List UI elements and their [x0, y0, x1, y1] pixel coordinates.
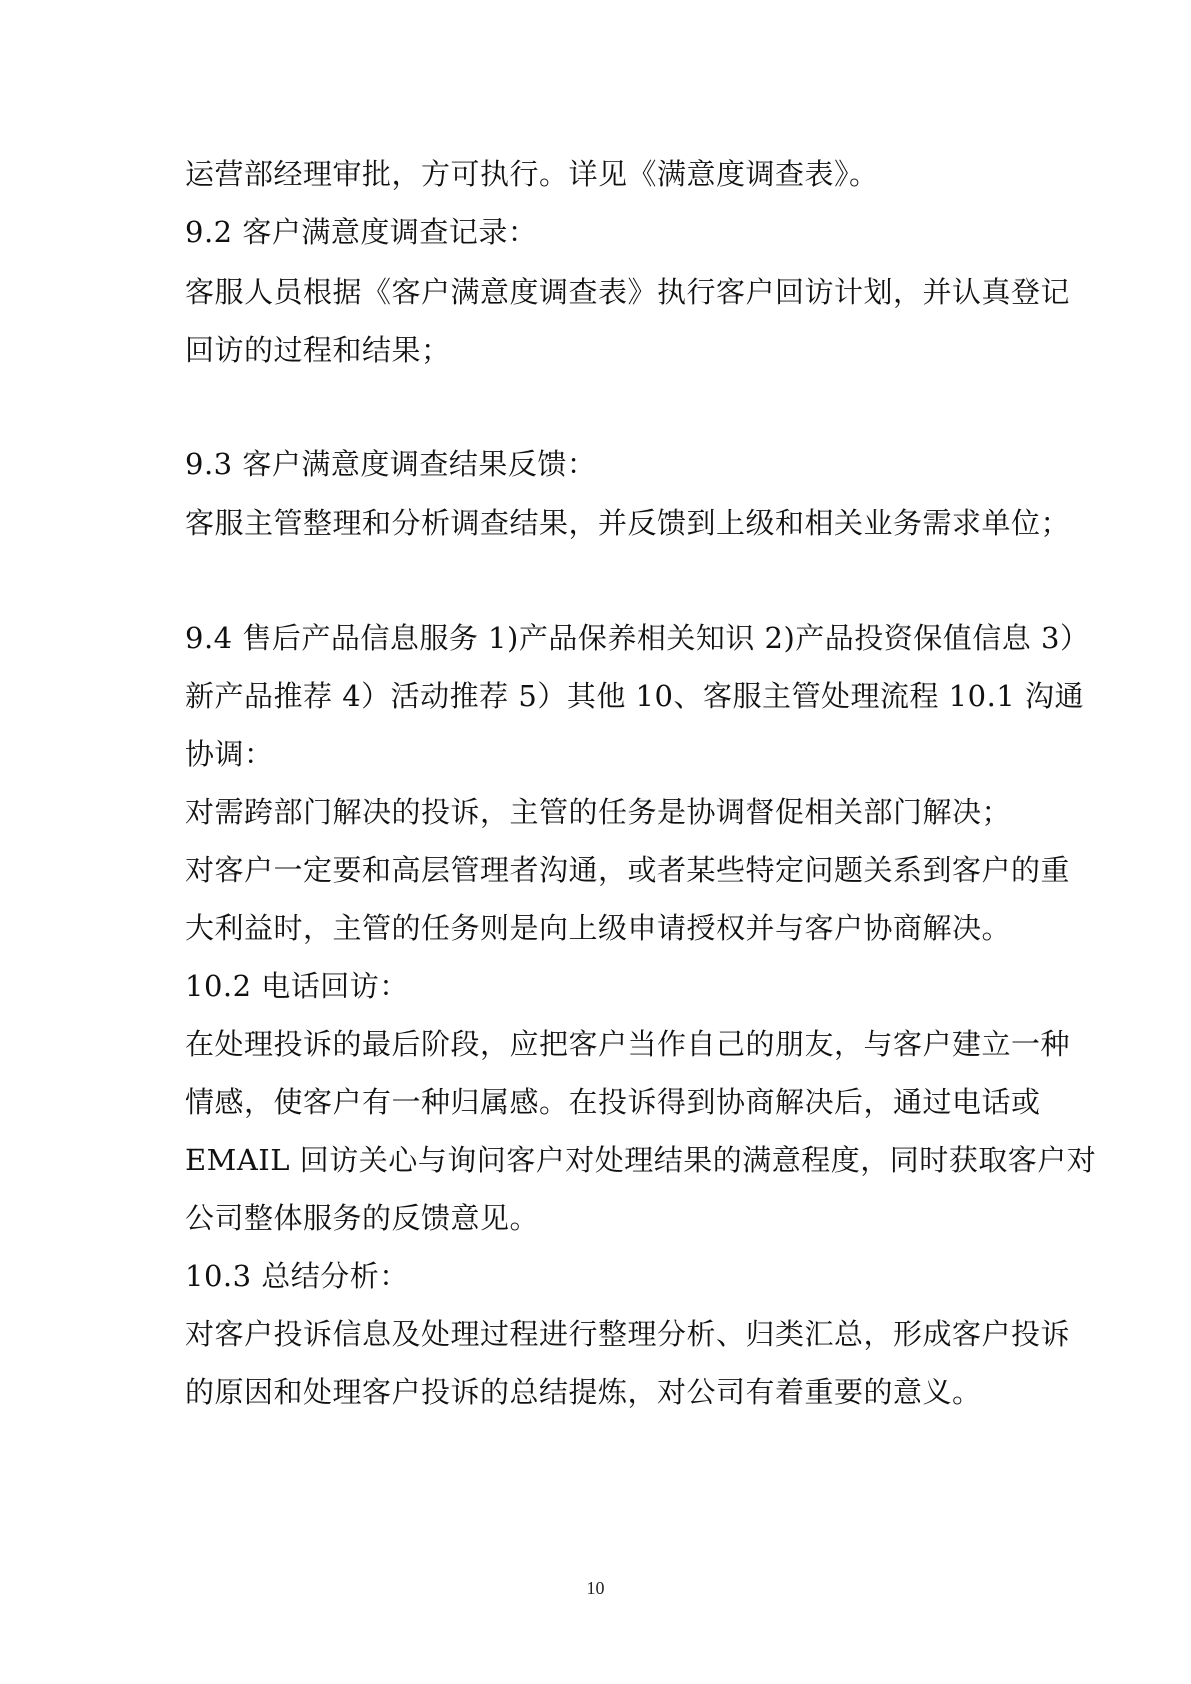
- paragraph-line: 情感，使客户有一种归属感。在投诉得到协商解决后，通过电话或: [185, 1085, 1041, 1119]
- paragraph-line: 新产品推荐 4）活动推荐 5）其他 10、客服主管处理流程 10.1 沟通: [185, 679, 1084, 713]
- paragraph-line: 大利益时，主管的任务则是向上级申请授权并与客户协商解决。: [185, 911, 1012, 945]
- page-number: 10: [586, 1578, 605, 1598]
- paragraph-line: 对客户一定要和高层管理者沟通，或者某些特定问题关系到客户的重: [185, 853, 1071, 887]
- paragraph-line: 对客户投诉信息及处理过程进行整理分析、归类汇总，形成客户投诉: [185, 1317, 1071, 1351]
- paragraph-line: 运营部经理审批，方可执行。详见《满意度调查表》。: [185, 157, 879, 191]
- paragraph-line: 9.4 售后产品信息服务 1)产品保养相关知识 2)产品投资保值信息 3）: [185, 621, 1090, 655]
- paragraph-line: 对需跨部门解决的投诉，主管的任务是协调督促相关部门解决；: [185, 795, 1012, 829]
- paragraph-line: EMAIL 回访关心与询问客户对处理结果的满意程度，同时获取客户对: [185, 1143, 1097, 1177]
- section-heading: 9.2 客户满意度调查记录：: [185, 215, 538, 249]
- paragraph-line: 协调：: [185, 737, 274, 771]
- section-heading: 10.3 总结分析：: [185, 1259, 409, 1293]
- section-heading: 9.3 客户满意度调查结果反馈：: [185, 447, 597, 481]
- paragraph-line: 公司整体服务的反馈意见。: [185, 1201, 540, 1235]
- paragraph-line: 客服主管整理和分析调查结果，并反馈到上级和相关业务需求单位；: [185, 506, 1071, 540]
- paragraph-line: 的原因和处理客户投诉的总结提炼，对公司有着重要的意义。: [185, 1375, 982, 1409]
- paragraph-line: 回访的过程和结果；: [185, 333, 451, 367]
- section-heading: 10.2 电话回访：: [185, 969, 409, 1003]
- paragraph-line: 客服人员根据《客户满意度调查表》执行客户回访计划，并认真登记: [185, 275, 1071, 309]
- paragraph-line: 在处理投诉的最后阶段，应把客户当作自己的朋友，与客户建立一种: [185, 1027, 1071, 1061]
